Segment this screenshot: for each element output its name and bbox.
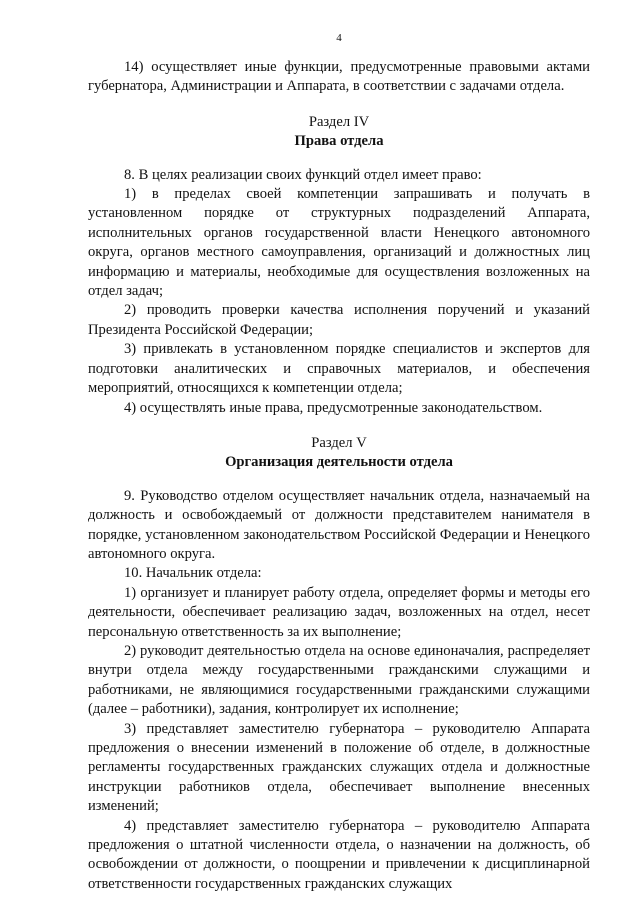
page-number: 4 (336, 32, 342, 44)
paragraph-right-4: 4) осуществлять иные права, предусмотренные законодательством. (124, 399, 543, 416)
paragraph-right-3: 3) привлекать в установленном порядке специалистов и экспертов для подготовки аналитических и справочных материалов, и обеспечения мероприятий, относящихся к компетенции отдела; (88, 341, 590, 397)
paragraph-head-duty-4: 4) представляет заместителю губернатора – руководителю Аппарата предложения о штатной численности отдела, о назначении на должность, об освобождении от должности, о поощрении и привлечении к дисциплинарной ответственности государственных гражданских служащих (88, 817, 590, 892)
paragraph-head-duty-3: 3) представляет заместителю губернатора – руководителю Аппарата предложения о внесении изменений в положение об отделе, в должностные регламенты государственных гражданских служащих отдела и должностные инструкции работников отдела, обеспечивает выполнение внесенных изменений; (88, 720, 590, 815)
paragraph-head-intro-10: 10. Начальник отдела: (124, 565, 262, 582)
section-4-title: Права отдела (294, 133, 384, 150)
paragraph-right-2: 2) проводить проверки качества исполнения поручений и указаний Президента Российской Федерации; (88, 302, 590, 338)
paragraph-head-duty-1: 1) организует и планирует работу отдела, определяет формы и методы его деятельности, обеспечивает реализацию задач, возложенных на отдел, несет персональную ответственность за их выполнение; (88, 584, 590, 640)
paragraph-head-duty-2: 2) руководит деятельностью отдела на основе единоначалия, распределяет внутри отдела между государственными гражданскими служащими и работниками, не являющимися государственными гражданскими служащими (далее – работники), задания, контролирует их исполнение; (88, 642, 590, 718)
paragraph-function-14: 14) осуществляет иные функции, предусмотренные правовыми актами губернатора, Администрации и Аппарата, в соответствии с задачами отдела. (88, 59, 590, 95)
paragraph-rights-intro: 8. В целях реализации своих функций отдел имеет право: (124, 166, 482, 183)
paragraph-management-9: 9. Руководство отделом осуществляет начальник отдела, назначаемый на должность и освобождаемый от должности представителем нанимателя в порядке, установленном законодательством Российской Федерации и Ненецкого автономного округа. (88, 487, 590, 562)
section-5-title: Организация деятельности отдела (225, 454, 453, 471)
section-4-label: Раздел IV (308, 113, 370, 130)
section-5-label: Раздел V (311, 434, 367, 451)
paragraph-right-1: 1) в пределах своей компетенции запрашивать и получать в установленном порядке от структурных подразделений Аппарата, исполнительных органов государственной власти Ненецкого автономного округа, органов местного самоуправления, организаций и должностных лиц информацию и материалы, необходимые для осуществления возложенных на отдел задач; (88, 186, 590, 300)
document-body (88, 58, 590, 894)
